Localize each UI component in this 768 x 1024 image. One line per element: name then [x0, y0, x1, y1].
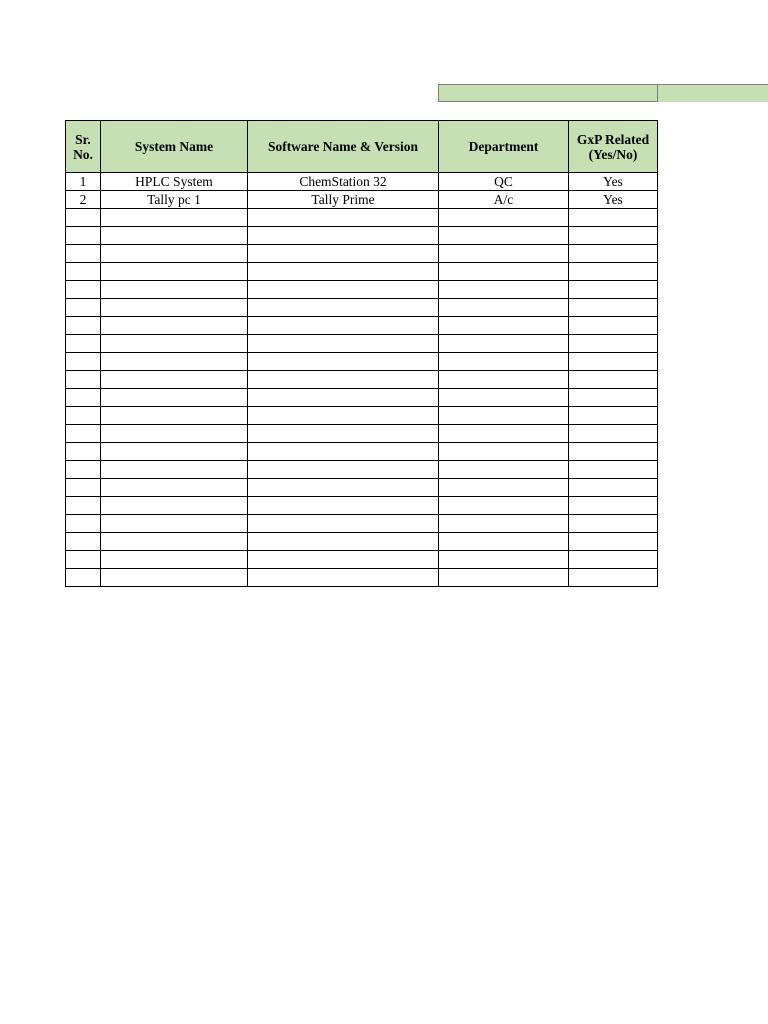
cell-department[interactable] [439, 479, 569, 497]
cell-software-name-version[interactable] [248, 569, 439, 587]
cell-system-name[interactable] [101, 335, 248, 353]
cell-sr-no[interactable] [66, 227, 101, 245]
table-row [66, 371, 658, 389]
cell-system-name[interactable] [101, 551, 248, 569]
table-row [66, 479, 658, 497]
cell-sr-no[interactable] [66, 551, 101, 569]
cell-department[interactable] [439, 245, 569, 263]
cell-sr-no[interactable]: 2 [66, 191, 101, 209]
cell-department[interactable] [439, 389, 569, 407]
cell-software-name-version[interactable] [248, 245, 439, 263]
cell-software-name-version[interactable] [248, 371, 439, 389]
cell-gxp-related[interactable] [569, 353, 658, 371]
cell-gxp-related[interactable] [569, 497, 658, 515]
cell-department[interactable] [439, 209, 569, 227]
cell-gxp-related[interactable] [569, 461, 658, 479]
cell-system-name[interactable] [101, 299, 248, 317]
cell-software-name-version[interactable]: Tally Prime [248, 191, 439, 209]
cell-system-name[interactable] [101, 425, 248, 443]
cell-sr-no[interactable] [66, 479, 101, 497]
cell-department[interactable] [439, 461, 569, 479]
cell-department[interactable] [439, 551, 569, 569]
cell-department[interactable]: QC [439, 173, 569, 191]
table-row [66, 443, 658, 461]
cell-software-name-version[interactable] [248, 443, 439, 461]
cell-gxp-related[interactable] [569, 227, 658, 245]
cell-department[interactable] [439, 317, 569, 335]
cell-department[interactable] [439, 299, 569, 317]
table-row [66, 317, 658, 335]
cell-software-name-version[interactable] [248, 407, 439, 425]
cell-sr-no[interactable] [66, 407, 101, 425]
table-body [66, 173, 658, 587]
table-row [66, 551, 658, 569]
header-gxp-related[interactable]: GxP Related (Yes/No) [569, 121, 658, 173]
cell-department[interactable] [439, 263, 569, 281]
cell-gxp-related[interactable] [569, 299, 658, 317]
cell-sr-no[interactable] [66, 425, 101, 443]
cell-department[interactable] [439, 443, 569, 461]
table-row [66, 425, 658, 443]
table-row [66, 353, 658, 371]
cell-department[interactable] [439, 335, 569, 353]
cell-system-name[interactable] [101, 281, 248, 299]
cell-sr-no[interactable] [66, 263, 101, 281]
table-row [66, 533, 658, 551]
cell-system-name[interactable] [101, 497, 248, 515]
table-row [66, 335, 658, 353]
cell-sr-no[interactable] [66, 299, 101, 317]
cell-sr-no[interactable] [66, 353, 101, 371]
cell-system-name[interactable] [101, 353, 248, 371]
cell-gxp-related[interactable] [569, 209, 658, 227]
cell-software-name-version[interactable] [248, 227, 439, 245]
cell-software-name-version[interactable] [248, 335, 439, 353]
cell-software-name-version[interactable] [248, 461, 439, 479]
cell-department[interactable]: A/c [439, 191, 569, 209]
cell-sr-no[interactable] [66, 515, 101, 533]
cell-system-name[interactable]: Tally pc 1 [101, 191, 248, 209]
cell-software-name-version[interactable] [248, 353, 439, 371]
cell-system-name[interactable] [101, 407, 248, 425]
cell-gxp-related[interactable] [569, 245, 658, 263]
highlighted-cell-band[interactable] [438, 84, 768, 102]
cell-sr-no[interactable] [66, 389, 101, 407]
header-system-name[interactable]: System Name [101, 121, 248, 173]
header-row [66, 121, 658, 173]
table-row [66, 407, 658, 425]
cell-software-name-version[interactable] [248, 533, 439, 551]
cell-system-name[interactable] [101, 443, 248, 461]
systems-table [65, 120, 658, 587]
cell-gxp-related[interactable] [569, 479, 658, 497]
cell-department[interactable] [439, 497, 569, 515]
cell-software-name-version[interactable] [248, 425, 439, 443]
cell-software-name-version[interactable] [248, 281, 439, 299]
table-row [66, 263, 658, 281]
cell-gxp-related[interactable] [569, 515, 658, 533]
cell-department[interactable] [439, 533, 569, 551]
cell-sr-no[interactable] [66, 371, 101, 389]
cell-gxp-related[interactable] [569, 335, 658, 353]
cell-system-name[interactable] [101, 263, 248, 281]
table-row [66, 227, 658, 245]
table-row [66, 209, 658, 227]
cell-system-name[interactable] [101, 227, 248, 245]
cell-software-name-version[interactable] [248, 497, 439, 515]
cell-gxp-related[interactable] [569, 407, 658, 425]
cell-system-name[interactable] [101, 317, 248, 335]
cell-gxp-related[interactable] [569, 281, 658, 299]
cell-gxp-related[interactable] [569, 533, 658, 551]
cell-software-name-version[interactable] [248, 263, 439, 281]
cell-sr-no[interactable] [66, 461, 101, 479]
cell-software-name-version[interactable] [248, 515, 439, 533]
table-row [66, 497, 658, 515]
cell-gxp-related[interactable] [569, 425, 658, 443]
cell-department[interactable] [439, 371, 569, 389]
cell-sr-no[interactable] [66, 533, 101, 551]
cell-system-name[interactable] [101, 515, 248, 533]
cell-department[interactable] [439, 353, 569, 371]
cell-gxp-related[interactable] [569, 263, 658, 281]
header-department[interactable]: Department [439, 121, 569, 173]
cell-gxp-related[interactable] [569, 317, 658, 335]
table-row [66, 299, 658, 317]
header-sr-no[interactable]: Sr. No. [66, 121, 101, 173]
cell-gxp-related[interactable]: Yes [569, 173, 658, 191]
cell-gxp-related[interactable] [569, 551, 658, 569]
cell-sr-no[interactable] [66, 317, 101, 335]
cell-department[interactable] [439, 281, 569, 299]
cell-system-name[interactable] [101, 533, 248, 551]
cell-software-name-version[interactable] [248, 209, 439, 227]
cell-system-name[interactable] [101, 479, 248, 497]
cell-system-name[interactable] [101, 569, 248, 587]
cell-system-name[interactable]: HPLC System [101, 173, 248, 191]
cell-gxp-related[interactable]: Yes [569, 191, 658, 209]
cell-system-name[interactable] [101, 371, 248, 389]
table-row [66, 281, 658, 299]
cell-gxp-related[interactable] [569, 371, 658, 389]
cell-gxp-related[interactable] [569, 443, 658, 461]
cell-sr-no[interactable] [66, 443, 101, 461]
cell-gxp-related[interactable] [569, 389, 658, 407]
table-row [66, 515, 658, 533]
cell-system-name[interactable] [101, 245, 248, 263]
cell-gxp-related[interactable] [569, 569, 658, 587]
cell-sr-no[interactable] [66, 245, 101, 263]
table-row [66, 461, 658, 479]
cell-system-name[interactable] [101, 209, 248, 227]
highlighted-cell[interactable] [439, 85, 658, 102]
cell-sr-no[interactable]: 1 [66, 173, 101, 191]
cell-department[interactable] [439, 227, 569, 245]
cell-software-name-version[interactable] [248, 389, 439, 407]
cell-software-name-version[interactable] [248, 299, 439, 317]
header-software-name-version[interactable]: Software Name & Version [248, 121, 439, 173]
cell-sr-no[interactable] [66, 497, 101, 515]
cell-department[interactable] [439, 407, 569, 425]
table-row [66, 173, 658, 191]
cell-software-name-version[interactable] [248, 479, 439, 497]
cell-sr-no[interactable] [66, 335, 101, 353]
cell-software-name-version[interactable] [248, 551, 439, 569]
table-row [66, 389, 658, 407]
table-row [66, 191, 658, 209]
cell-sr-no[interactable] [66, 569, 101, 587]
cell-system-name[interactable] [101, 389, 248, 407]
cell-system-name[interactable] [101, 461, 248, 479]
cell-department[interactable] [439, 425, 569, 443]
cell-department[interactable] [439, 569, 569, 587]
cell-sr-no[interactable] [66, 281, 101, 299]
cell-department[interactable] [439, 515, 569, 533]
cell-sr-no[interactable] [66, 209, 101, 227]
cell-software-name-version[interactable] [248, 317, 439, 335]
cell-software-name-version[interactable]: ChemStation 32 [248, 173, 439, 191]
table-row [66, 245, 658, 263]
table-row [66, 569, 658, 587]
